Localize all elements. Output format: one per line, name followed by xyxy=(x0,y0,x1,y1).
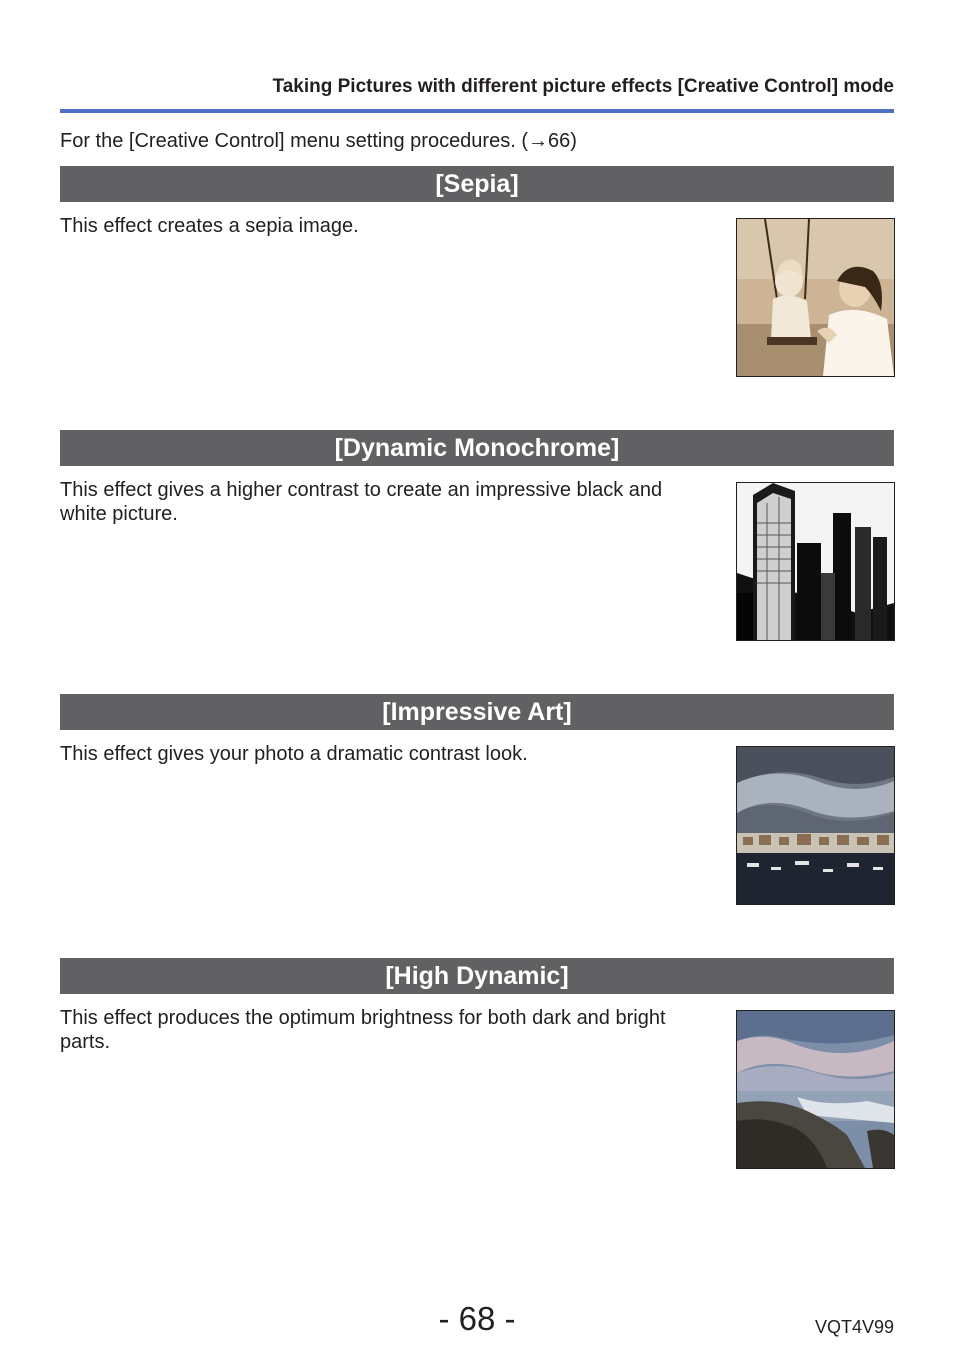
page-header-title: Taking Pictures with different picture effects [Creative Control] mode xyxy=(272,76,894,97)
intro-text: For the [Creative Control] menu setting procedures. (→66) xyxy=(60,130,577,152)
document-code: VQT4V99 xyxy=(814,1317,894,1337)
sepia-photo-icon xyxy=(736,218,895,377)
section-description: This effect gives your photo a dramatic contrast look. xyxy=(60,743,528,765)
section-description: This effect creates a sepia image. xyxy=(60,215,359,237)
section-title: [High Dynamic] xyxy=(60,958,894,994)
seascape-photo-icon xyxy=(736,1010,895,1169)
page-number: - 68 - xyxy=(438,1300,516,1337)
section-description: This effect gives a higher contrast to create an impressive black and white picture. xyxy=(60,479,663,525)
header-rule xyxy=(60,109,894,113)
section-title: [Sepia] xyxy=(60,166,894,202)
monochrome-city-photo-icon xyxy=(736,482,895,641)
section-description: This effect produces the optimum brightness for both dark and bright parts. xyxy=(60,1007,666,1053)
harbor-photo-icon xyxy=(736,746,895,905)
section-title: [Dynamic Monochrome] xyxy=(60,430,894,466)
section-title: [Impressive Art] xyxy=(60,694,894,730)
